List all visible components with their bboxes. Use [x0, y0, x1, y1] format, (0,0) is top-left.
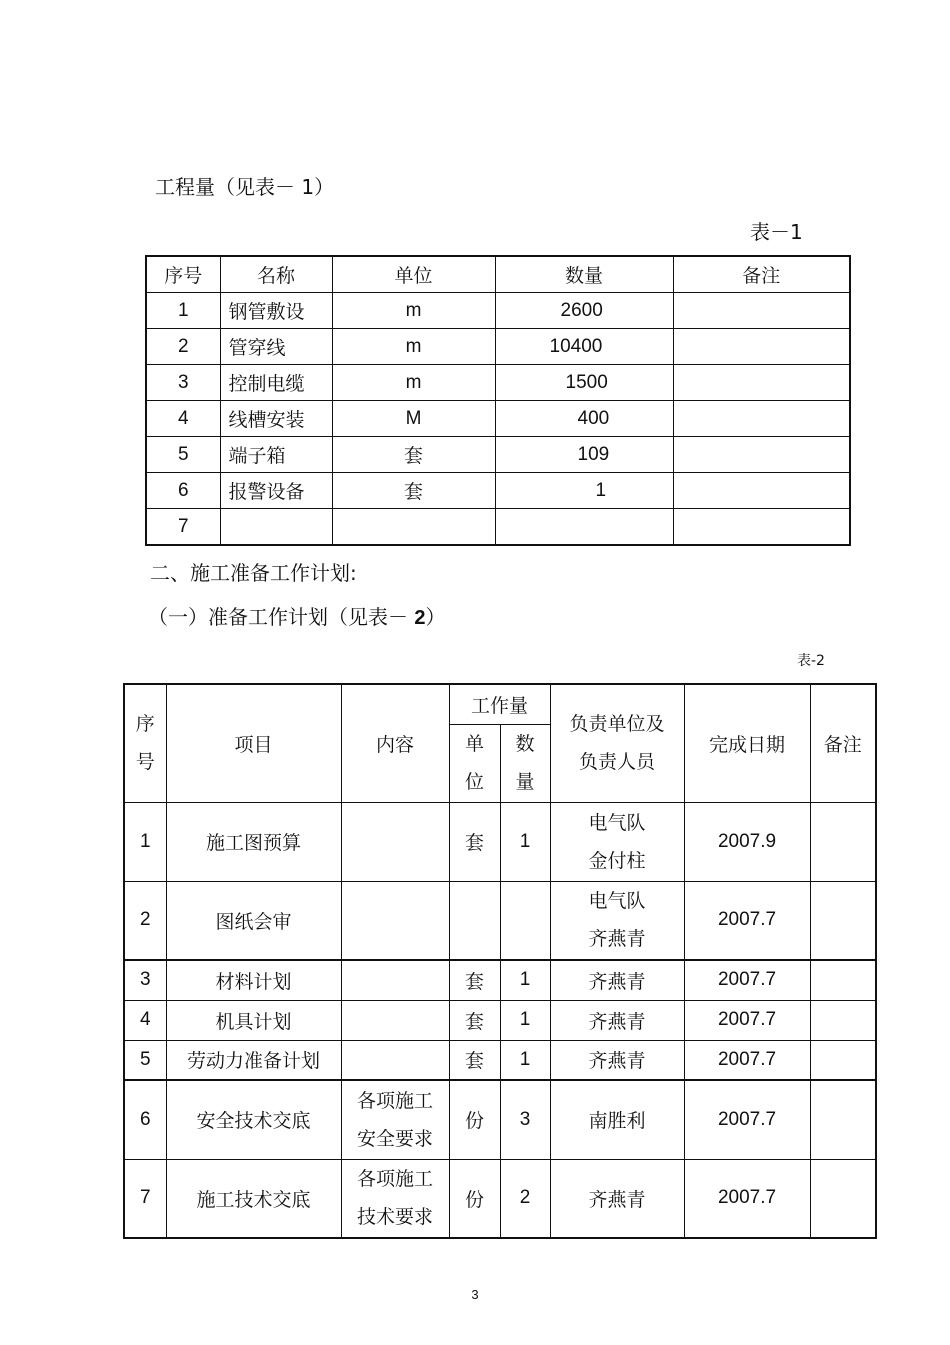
cell-content: [341, 1080, 449, 1159]
cell-remark: [810, 881, 876, 960]
header-unit: 单位: [332, 256, 495, 293]
cell-remark: [673, 293, 850, 329]
cell-qty: 1: [500, 802, 550, 881]
cell-name: 控制电缆: [220, 365, 332, 401]
cell-name: [220, 509, 332, 546]
cell-item: 机具计划: [166, 1000, 341, 1040]
header-seq-1: 序: [135, 713, 155, 736]
header-unit-1: 单: [464, 733, 484, 755]
cell-unit: 套: [449, 802, 500, 881]
sub1-title-close: ）: [425, 605, 446, 629]
cell-seq: 7: [124, 1159, 166, 1238]
header-remark: 备注: [810, 684, 876, 802]
cell-item: 安全技术交底: [166, 1080, 341, 1159]
header-remark: 备注: [673, 256, 850, 293]
header-seq-2: 号: [135, 751, 155, 774]
cell-remark: [810, 802, 876, 881]
table-row: [124, 881, 876, 960]
table-row: [146, 293, 850, 329]
cell-remark: [810, 960, 876, 1000]
table-row: [146, 329, 850, 365]
cell-qty: 1: [500, 1040, 550, 1080]
table-header-row: [146, 256, 850, 293]
cell-date: 2007.7: [684, 1000, 810, 1040]
header-unit-2: 位: [464, 771, 484, 793]
cell-seq: 5: [124, 1040, 166, 1080]
cell-unit: 套: [449, 1000, 500, 1040]
header-responsible-2: 负责人员: [579, 751, 656, 774]
cell-quantity: [495, 509, 673, 546]
cell-seq: 5: [146, 437, 220, 473]
cell-remark: [810, 1159, 876, 1238]
cell-unit: 份: [449, 1159, 500, 1238]
cell-item: 劳动力准备计划: [166, 1040, 341, 1080]
header-content: 内容: [341, 684, 449, 802]
cell-unit: [332, 509, 495, 546]
table-row: [146, 437, 850, 473]
cell-remark: [673, 473, 850, 509]
cell-qty: 1: [500, 1000, 550, 1040]
cell-responsible: 南胜利: [550, 1080, 684, 1159]
cell-content-1: 各项施工: [356, 1168, 433, 1191]
cell-content: [341, 1040, 449, 1080]
header-seq: 序号: [146, 256, 220, 293]
cell-responsible: [550, 802, 684, 881]
cell-remark: [673, 437, 850, 473]
cell-quantity: 109: [495, 437, 673, 473]
cell-item: 施工图预算: [166, 802, 341, 881]
cell-seq: 1: [124, 802, 166, 881]
table-row: [146, 473, 850, 509]
cell-seq: 6: [146, 473, 220, 509]
cell-name: 线槽安装: [220, 401, 332, 437]
table-row: [124, 1040, 876, 1080]
cell-qty: 2: [500, 1159, 550, 1238]
cell-unit: [449, 881, 500, 960]
cell-name: 报警设备: [220, 473, 332, 509]
cell-quantity: 1500: [495, 365, 673, 401]
cell-seq: 6: [124, 1080, 166, 1159]
cell-responsible: 齐燕青: [550, 1000, 684, 1040]
cell-unit: m: [332, 365, 495, 401]
sub1-title-number: 2: [414, 607, 426, 629]
cell-item: 图纸会审: [166, 881, 341, 960]
cell-content: [341, 881, 449, 960]
cell-remark: [810, 1080, 876, 1159]
cell-quantity: 1: [495, 473, 673, 509]
header-qty-2: 量: [515, 771, 535, 793]
header-workload: 工作量: [449, 684, 550, 724]
cell-date: 2007.7: [684, 881, 810, 960]
cell-responsible-2: 金付柱: [588, 849, 646, 872]
cell-unit: 套: [449, 1040, 500, 1080]
cell-seq: 4: [146, 401, 220, 437]
section2-title: 二、施工准备工作计划:: [150, 561, 357, 585]
cell-responsible-2: 齐燕青: [588, 928, 646, 951]
cell-seq: 7: [146, 509, 220, 546]
sub1-title: [148, 601, 445, 630]
cell-unit: 套: [449, 960, 500, 1000]
cell-unit: 套: [332, 437, 495, 473]
cell-content-2: 技术要求: [356, 1206, 433, 1229]
cell-remark: [673, 365, 850, 401]
cell-name: 钢管敷设: [220, 293, 332, 329]
cell-content: [341, 802, 449, 881]
cell-qty: 1: [500, 960, 550, 1000]
cell-content: [341, 960, 449, 1000]
cell-date: 2007.7: [684, 1080, 810, 1159]
sub1-title-text: （一）准备工作计划（见表－: [148, 605, 415, 629]
cell-item: 材料计划: [166, 960, 341, 1000]
cell-seq: 3: [124, 960, 166, 1000]
cell-seq: 2: [146, 329, 220, 365]
cell-date: 2007.7: [684, 960, 810, 1000]
cell-unit: 套: [332, 473, 495, 509]
cell-responsible-1: 电气队: [588, 890, 646, 913]
header-responsible-1: 负责单位及: [569, 713, 665, 736]
header-responsible: [550, 684, 684, 802]
cell-date: 2007.9: [684, 802, 810, 881]
table-row: [124, 802, 876, 881]
cell-unit: M: [332, 401, 495, 437]
table-row: [146, 401, 850, 437]
cell-quantity: 2600: [495, 293, 673, 329]
cell-date: 2007.7: [684, 1040, 810, 1080]
cell-unit: m: [332, 293, 495, 329]
table-row: [124, 1000, 876, 1040]
cell-responsible: 齐燕青: [550, 1040, 684, 1080]
table1-label: 表－1: [750, 220, 803, 244]
cell-remark: [673, 401, 850, 437]
table-row: [124, 1159, 876, 1238]
cell-quantity: 10400: [495, 329, 673, 365]
header-quantity: 数量: [495, 256, 673, 293]
table-row: [124, 1080, 876, 1159]
cell-remark: [810, 1040, 876, 1080]
cell-seq: 1: [146, 293, 220, 329]
header-date: 完成日期: [684, 684, 810, 802]
cell-unit: m: [332, 329, 495, 365]
header-seq: [124, 684, 166, 802]
cell-quantity: 400: [495, 401, 673, 437]
cell-qty: [500, 881, 550, 960]
cell-remark: [673, 509, 850, 546]
cell-qty: 3: [500, 1080, 550, 1159]
cell-date: 2007.7: [684, 1159, 810, 1238]
cell-responsible: 齐燕青: [550, 960, 684, 1000]
cell-name: 管穿线: [220, 329, 332, 365]
table-row: [124, 960, 876, 1000]
cell-remark: [673, 329, 850, 365]
table-row: [146, 509, 850, 546]
table2-label: 表-2: [797, 653, 825, 669]
header-unit: [449, 724, 500, 802]
header-qty-1: 数: [515, 733, 535, 755]
cell-content: [341, 1000, 449, 1040]
cell-content: [341, 1159, 449, 1238]
cell-content-1: 各项施工: [356, 1089, 433, 1112]
quantity-title: 工程量（见表－ 1）: [155, 175, 335, 199]
cell-remark: [810, 1000, 876, 1040]
header-item: 项目: [166, 684, 341, 802]
cell-name: 端子箱: [220, 437, 332, 473]
cell-unit: 份: [449, 1080, 500, 1159]
page-number: 3: [471, 1287, 479, 1302]
cell-seq: 4: [124, 1000, 166, 1040]
cell-responsible-1: 电气队: [588, 811, 646, 834]
cell-item: 施工技术交底: [166, 1159, 341, 1238]
cell-responsible: 齐燕青: [550, 1159, 684, 1238]
prep-plan-table: [123, 683, 877, 1239]
table-header-row: [124, 684, 876, 724]
cell-seq: 2: [124, 881, 166, 960]
table-row: [146, 365, 850, 401]
cell-responsible: [550, 881, 684, 960]
cell-content-2: 安全要求: [356, 1127, 433, 1150]
quantity-table: [145, 255, 851, 546]
header-name: 名称: [220, 256, 332, 293]
cell-seq: 3: [146, 365, 220, 401]
header-qty: [500, 724, 550, 802]
